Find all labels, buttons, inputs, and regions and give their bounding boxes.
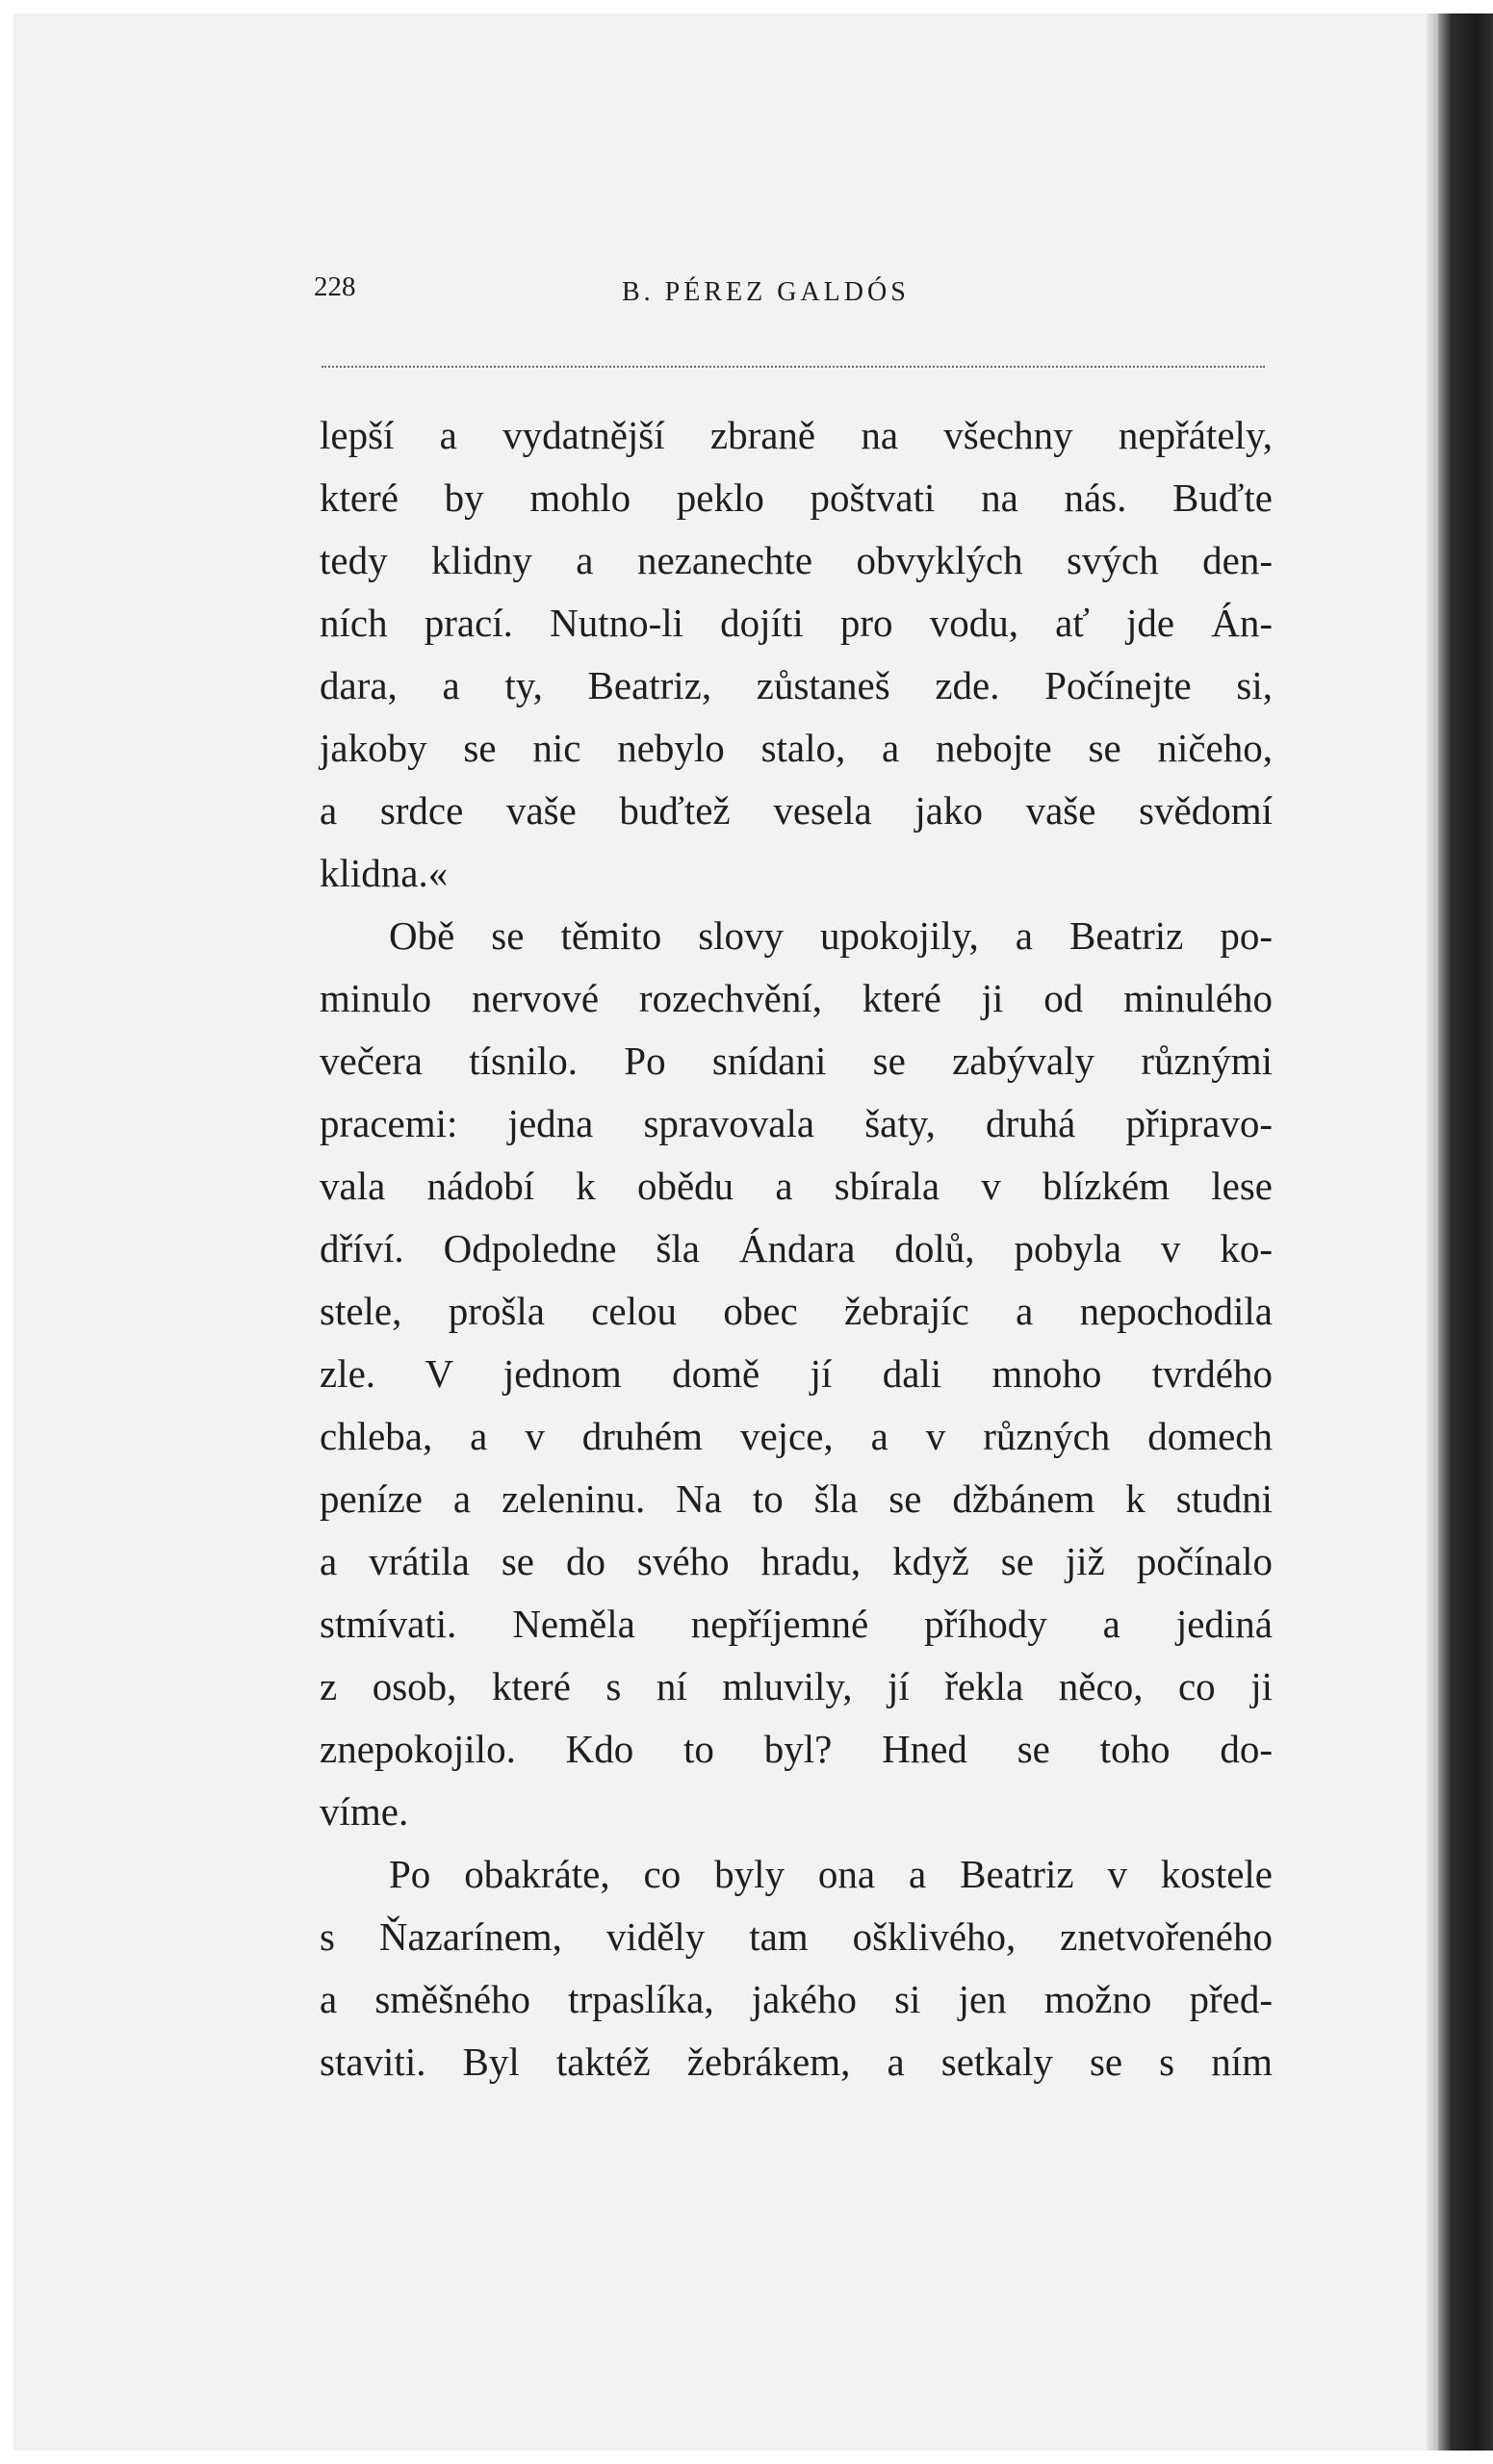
page-number: 228 — [314, 271, 356, 302]
text-line: z osob, které s ní mluvily, jí řekla něco, co ji — [320, 1664, 1273, 1708]
text-line: a směšného trpaslíka, jakého si jen možno před- — [320, 1977, 1273, 2021]
text-line: víme. — [320, 1789, 409, 1834]
paragraph-2 — [320, 905, 1273, 1843]
text-line: Po obakráte, co byly ona a Beatriz v kostele — [389, 1852, 1273, 1896]
header-rule — [322, 366, 1265, 368]
text-line: chleba, a v druhém vejce, a v různých domech — [320, 1414, 1273, 1458]
text-line: zle. V jednom domě jí dali mnoho tvrdého — [320, 1351, 1273, 1396]
text-line: peníze a zeleninu. Na to šla se džbánem k studni — [320, 1476, 1273, 1521]
text-line: stele, prošla celou obec žebrajíc a nepochodila — [320, 1289, 1273, 1333]
text-line: Obě se těmito slovy upokojily, a Beatriz po- — [389, 913, 1273, 958]
page-header — [314, 266, 1282, 314]
text-line: tedy klidny a nezanechte obvyklých svých den- — [320, 538, 1273, 582]
text-line: pracemi: jedna spravovala šaty, druhá připravo- — [320, 1101, 1273, 1145]
text-line: ních prací. Nutno-li dojíti pro vodu, ať jde Án- — [320, 601, 1273, 645]
text-line: s Ňazarínem, viděly tam ošklivého, znetvořeného — [320, 1914, 1273, 1959]
text-line: které by mohlo peklo poštvati na nás. Buďte — [320, 475, 1273, 520]
text-line: staviti. Byl taktéž žebrákem, a setkaly se s ním — [320, 2040, 1273, 2084]
text-line: dara, a ty, Beatriz, zůstaneš zde. Počínejte si, — [320, 663, 1273, 707]
body-text — [320, 404, 1273, 2093]
paragraph-1 — [320, 404, 1273, 905]
text-line: a srdce vaše buďtež vesela jako vaše svědomí — [320, 788, 1273, 833]
text-line: a vrátila se do svého hradu, když se již počínalo — [320, 1539, 1273, 1583]
text-line: klidna.« — [320, 851, 449, 895]
text-line: jakoby se nic nebylo stalo, a nebojte se ničeho, — [320, 726, 1273, 770]
text-line: minulo nervové rozechvění, které ji od minulého — [320, 976, 1273, 1020]
page-edge-shadow — [1427, 13, 1438, 2451]
paragraph-3 — [320, 1843, 1273, 2093]
running-head: B. PÉREZ GALDÓS — [622, 277, 910, 307]
book-spine — [1438, 13, 1493, 2451]
text-line: lepší a vydatnější zbraně na všechny nepřátely, — [320, 413, 1273, 457]
text-line: znepokojilo. Kdo to byl? Hned se toho do- — [320, 1727, 1273, 1771]
text-line: večera tísnilo. Po snídani se zabývaly různými — [320, 1039, 1273, 1083]
text-line: stmívati. Neměla nepříjemné příhody a jediná — [320, 1602, 1273, 1646]
text-line: vala nádobí k obědu a sbírala v blízkém lese — [320, 1164, 1273, 1208]
text-line: dříví. Odpoledne šla Ándara dolů, pobyla v ko- — [320, 1226, 1273, 1270]
